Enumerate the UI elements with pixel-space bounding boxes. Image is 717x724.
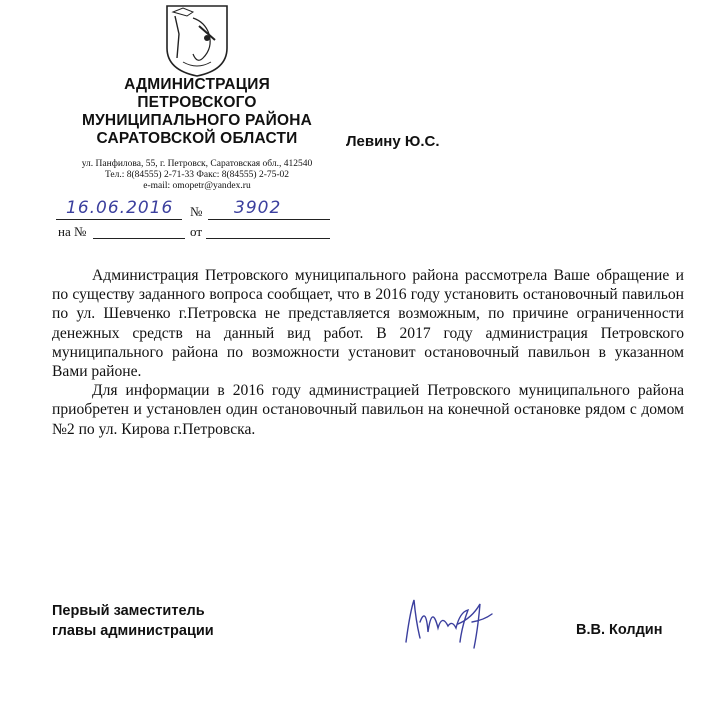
- letter-body: [52, 266, 684, 439]
- phones: Тел.: 8(84555) 2-71-33 Факс: 8(84555) 2-75-02: [104, 170, 290, 180]
- org-line-4: САРАТОВСКОЙ ОБЛАСТИ: [96, 130, 298, 147]
- org-line-2: ПЕТРОВСКОГО: [137, 94, 257, 111]
- paragraph-1: Администрация Петровского муниципального района рассмотрела Ваше обращение и по существу заданного вопроса сообщает, что в 2016 году установить остановочный павильон по ул. Шевченко г.Петровска не представляется возможным, по причине ограниченности денежных средств на данный вид работ. В 2017 году администрация Петровского муниципального района по возможности установит остановочный павильон в указанном Вами районе.: [52, 267, 684, 381]
- from-label: от: [190, 224, 203, 239]
- signatory-name: В.В. Колдин: [576, 622, 663, 638]
- signatory-title-line-2: главы администрации: [52, 623, 214, 639]
- org-line-1: АДМИНИСТРАЦИЯ: [124, 76, 270, 93]
- signatory-title-line-1: Первый заместитель: [52, 603, 205, 619]
- date-line: [56, 219, 182, 220]
- org-line-3: МУНИЦИПАЛЬНОГО РАЙОНА: [81, 112, 313, 129]
- recipient: Левину Ю.С.: [346, 133, 440, 150]
- handwritten-signature: [398, 592, 498, 654]
- organization-name: [52, 76, 342, 148]
- ref-label: на №: [58, 224, 87, 239]
- from-line: [206, 238, 330, 239]
- email: e-mail: omopetr@yandex.ru: [143, 181, 251, 191]
- number-sign: №: [190, 204, 203, 219]
- date-handwritten: 16.06.2016: [66, 198, 174, 218]
- number-handwritten: 3902: [234, 198, 282, 218]
- organization-contacts: [52, 159, 342, 192]
- coat-of-arms-icon: [163, 4, 231, 78]
- signatory-title: [52, 601, 214, 641]
- paragraph-2: Для информации в 2016 году администрацией Петровского муниципального района приобретен и установлен один остановочный павильон на конечной остановке рядом с домом №2 по ул. Кирова г.Петровска.: [52, 382, 684, 438]
- ref-line: [93, 238, 185, 239]
- number-line: [208, 219, 330, 220]
- address: ул. Панфилова, 55, г. Петровск, Саратовская обл., 412540: [81, 159, 313, 169]
